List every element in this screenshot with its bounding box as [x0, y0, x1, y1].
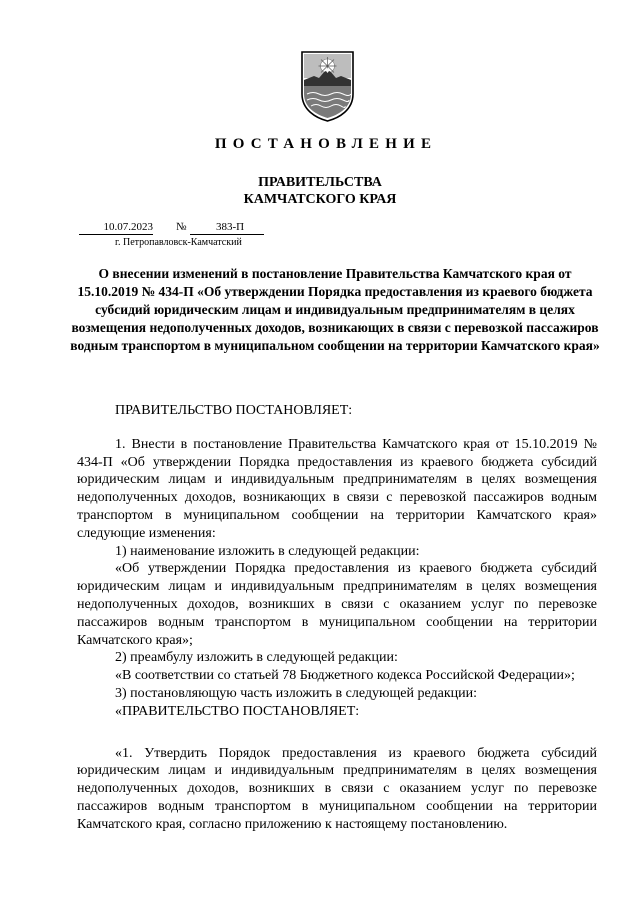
paragraph-1-1-text: «Об утверждении Порядка предоставления из краевого бюджета субсидий юридическим лицам и индивидуальным предпринимателям в целях возмещения недополученных доходов, возникших в связи с оказанием услуг по перевозке пассажиров водным транспортом в муниципальном сообщении на территории Камчатского края»;	[77, 561, 597, 648]
document-number: 383-П	[190, 221, 264, 235]
issuer-line-1: ПРАВИТЕЛЬСТВА	[258, 175, 382, 190]
paragraph-1: 1. Внести в постановление Правительства Камчатского края от 15.10.2019 № 434-П «Об утверждении Порядка предоставления из краевого бюджета субсидий юридическим лицам и индивидуальным предпринимателям в целях возмещения недополученных доходов, возникающих в связи с перевозкой пассажиров водным транспортом в муниципальном сообщении на территории Камчатского края» следующие изменения:	[77, 436, 597, 541]
paragraph-1-2: 2) преамбулу изложить в следующей редакции:	[115, 650, 398, 666]
issuer-line-2: КАМЧАТСКОГО КРАЯ	[243, 192, 397, 207]
document-city: г. Петропавловск-Камчатский	[115, 237, 242, 248]
paragraph-resolves: ПРАВИТЕЛЬСТВО ПОСТАНОВЛЯЕТ:	[115, 403, 353, 418]
paragraph-1-3-item-1: «1. Утвердить Порядок предоставления из краевого бюджета субсидий юридическим лицам и индивидуальным предпринимателям в целях возмещения недополученных доходов, возникших в связи с оказанием услуг по перевозке пассажиров водным транспортом в муниципальном сообщении на территории Камчатского края, согласно приложению к настоящему постановлению.	[77, 745, 597, 832]
issuer	[0, 174, 640, 208]
coat-of-arms-icon	[299, 50, 356, 122]
number-sign: №	[176, 221, 187, 233]
paragraph-1-3-heading: «ПРАВИТЕЛЬСТВО ПОСТАНОВЛЯЕТ:	[115, 703, 360, 719]
document-type: ПОСТАНОВЛЕНИЕ	[214, 136, 438, 152]
paragraph-1-3: 3) постановляющую часть изложить в следующей редакции:	[115, 685, 478, 701]
document-title: О внесении изменений в постановление Правительства Камчатского края от 15.10.2019 № 434-П «Об утверждении Порядка предоставления из краевого бюджета субсидий юридическим лицам и индивидуальным предпринимателям в целях возмещения недополученных доходов, возникающих в связи с перевозкой пассажиров водным транспортом в муниципальном сообщении на территории Камчатского края»	[70, 266, 600, 353]
paragraph-1-2-text: «В соответствии со статьей 78 Бюджетного кодекса Российской Федерации»;	[115, 668, 575, 684]
document-body	[77, 402, 597, 834]
paragraph-1-1: 1) наименование изложить в следующей редакции:	[115, 543, 420, 559]
document-date: 10.07.2023	[79, 221, 153, 235]
